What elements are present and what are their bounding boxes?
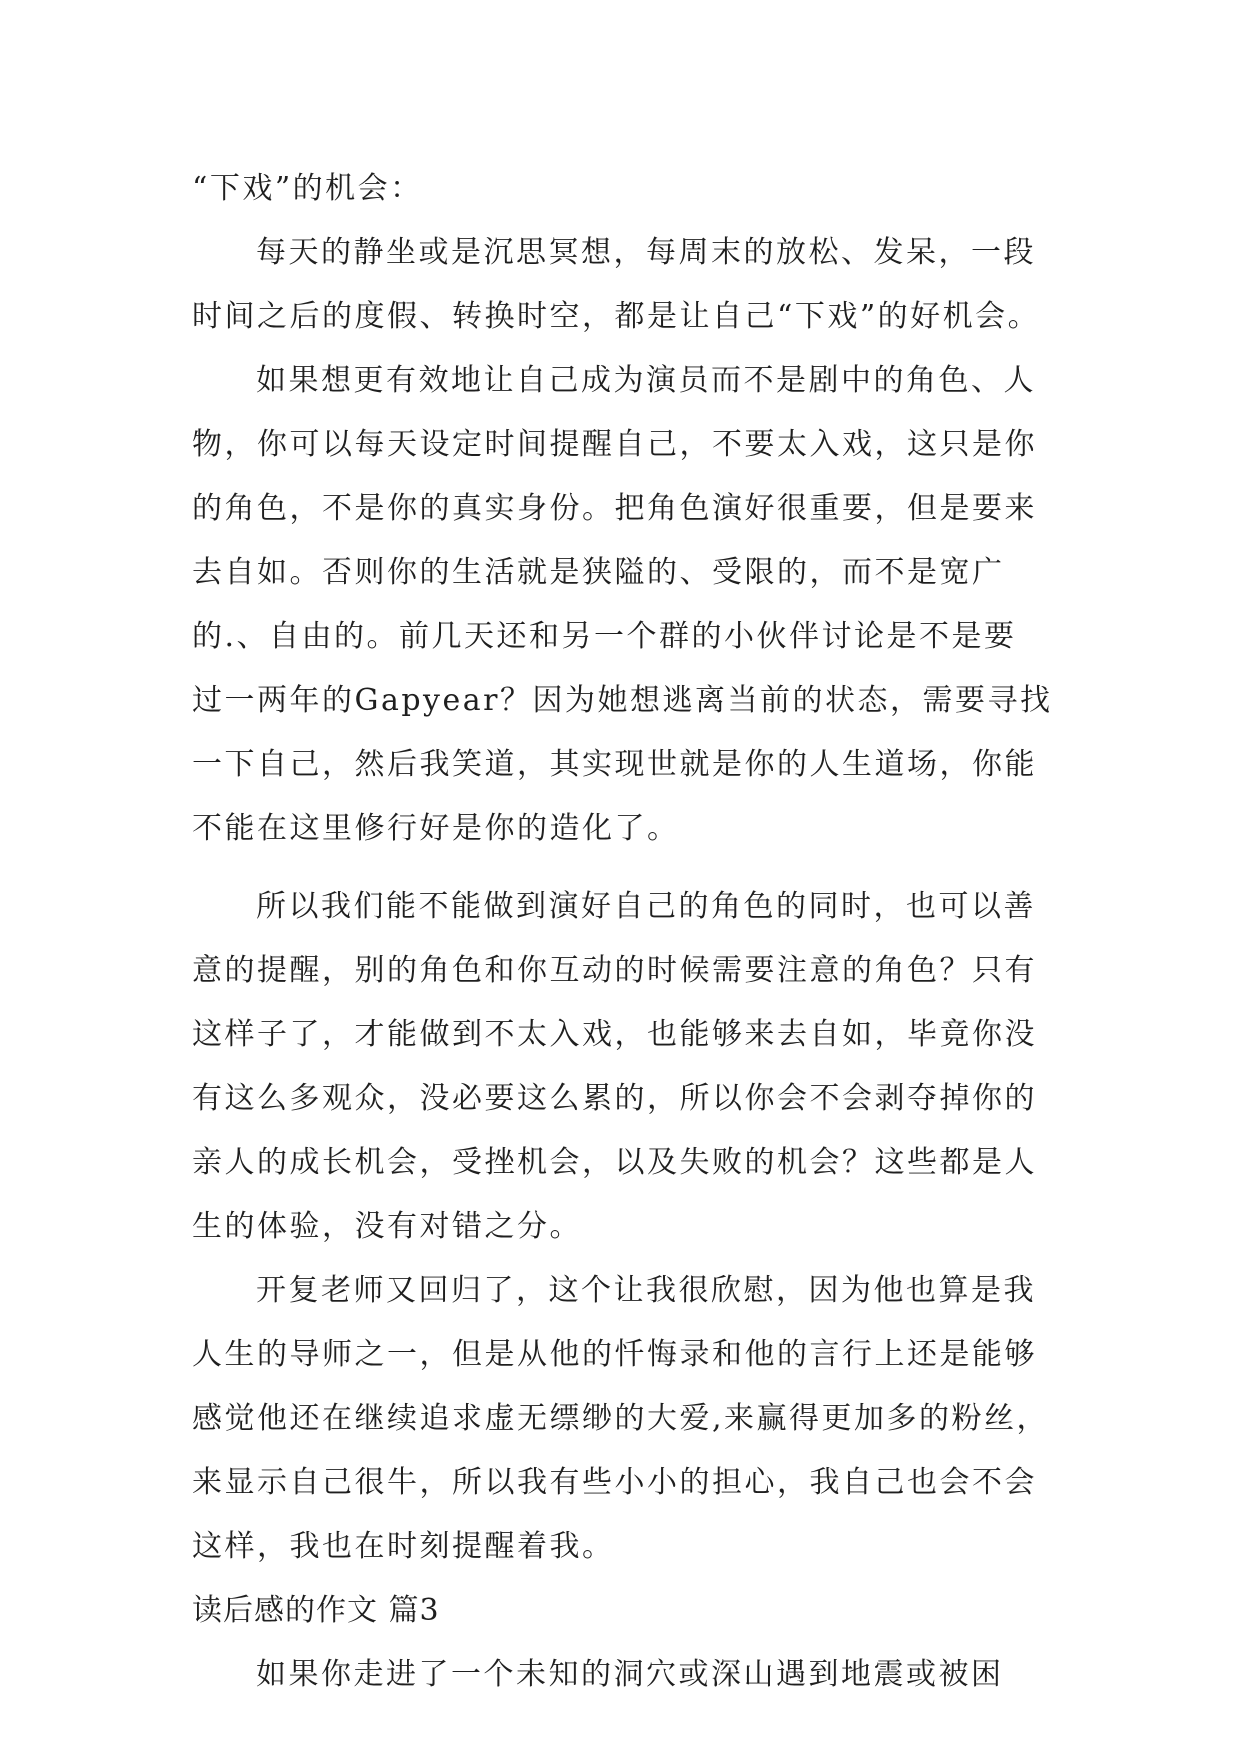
paragraph-line: 的.、自由的。前几天还和另一个群的小伙伴讨论是不是要: [192, 619, 1017, 654]
paragraph-line: 去自如。否则你的生活就是狭隘的、受限的，而不是宽广: [192, 555, 1005, 590]
paragraph-line: 来显示自己很牛，所以我有些小小的担心，我自己也会不会: [192, 1465, 1037, 1500]
paragraph-line: 每天的静坐或是沉思冥想，每周末的放松、发呆，一段: [256, 235, 1036, 270]
paragraph-5: [192, 1643, 1052, 1707]
opening-line: “下戏”的机会：: [192, 171, 423, 206]
paragraph-line: 时间之后的度假、转换时空，都是让自己“下戏”的好机会。: [192, 299, 1041, 334]
paragraph-line: 物，你可以每天设定时间提醒自己，不要太入戏，这只是你: [192, 427, 1037, 462]
paragraph-line: 这样子了，才能做到不太入戏，也能够来去自如，毕竟你没: [192, 1017, 1037, 1052]
paragraph-line: 意的提醒，别的角色和你互动的时候需要注意的角色？只有: [192, 953, 1037, 988]
paragraph-line: 如果你走进了一个未知的洞穴或深山遇到地震或被困: [256, 1657, 1004, 1692]
paragraph-line: 过一两年的Gapyear？因为她想逃离当前的状态，需要寻找: [192, 683, 1053, 718]
paragraph-line: 的角色，不是你的真实身份。把角色演好很重要，但是要来: [192, 491, 1037, 526]
paragraph-line: 所以我们能不能做到演好自己的角色的同时，也可以善: [256, 889, 1036, 924]
paragraph-4: [192, 1259, 1052, 1579]
section-heading: 读后感的作文 篇3: [192, 1593, 440, 1628]
paragraph-line: 感觉他还在继续追求虚无缥缈的大爱,来赢得更加多的粉丝，: [192, 1401, 1050, 1436]
paragraph-line: 不能在这里修行好是你的造化了。: [192, 811, 680, 846]
paragraph-line: 有这么多观众，没必要这么累的，所以你会不会剥夺掉你的: [192, 1081, 1037, 1116]
paragraph-line: 亲人的成长机会，受挫机会，以及失败的机会？这些都是人: [192, 1145, 1037, 1180]
paragraph-line: 人生的导师之一，但是从他的忏悔录和他的言行上还是能够: [192, 1337, 1037, 1372]
paragraph-3: [192, 875, 1052, 1259]
paragraph-line: 开复老师又回归了，这个让我很欣慰，因为他也算是我: [256, 1273, 1036, 1308]
paragraph-2: [192, 349, 1052, 861]
paragraph-1: [192, 221, 1052, 349]
document-body: [192, 157, 1052, 1707]
paragraph-line: 如果想更有效地让自己成为演员而不是剧中的角色、人: [256, 363, 1036, 398]
paragraph-line: 这样，我也在时刻提醒着我。: [192, 1529, 615, 1564]
paragraph-line: 一下自己，然后我笑道，其实现世就是你的人生道场，你能: [192, 747, 1037, 782]
paragraph-line: 生的体验，没有对错之分。: [192, 1209, 582, 1244]
